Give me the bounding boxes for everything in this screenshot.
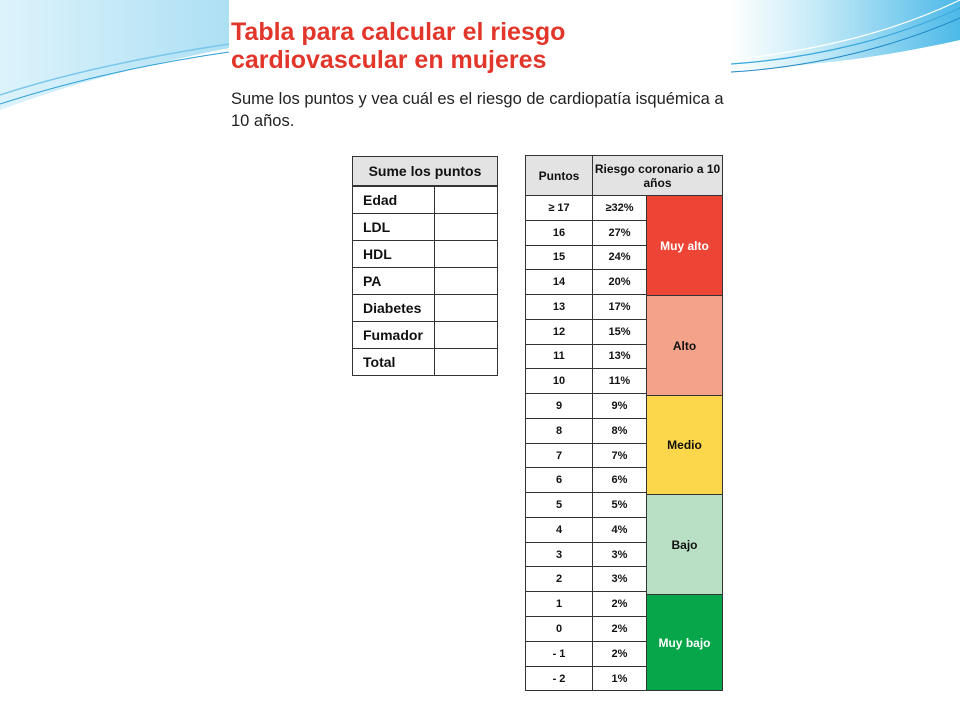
- header-risk: Riesgo coronario a 10 años: [594, 161, 721, 190]
- category-muy-alto: Muy alto: [647, 196, 722, 296]
- risk-row-percent: 8%: [593, 419, 647, 443]
- risk-row: [526, 295, 647, 320]
- risk-table: [525, 155, 723, 691]
- risk-row-points: 10: [526, 369, 593, 393]
- points-row: [353, 240, 497, 267]
- points-row-label: Total: [353, 349, 435, 375]
- points-row-value: [435, 241, 497, 267]
- risk-row: [526, 394, 647, 419]
- risk-row-points: 1: [526, 592, 593, 616]
- points-row-value: [435, 187, 497, 213]
- risk-row-points: 0: [526, 617, 593, 641]
- risk-rows: [526, 196, 647, 691]
- risk-row-percent: 27%: [593, 221, 647, 245]
- risk-row: [526, 270, 647, 295]
- risk-row-points: 4: [526, 518, 593, 542]
- category-alto: Alto: [647, 296, 722, 396]
- risk-row: [526, 221, 647, 246]
- risk-row-percent: 11%: [593, 369, 647, 393]
- points-row-label: HDL: [353, 241, 435, 267]
- page-title: Tabla para calcular el riesgo cardiovascular en mujeres: [231, 18, 566, 74]
- risk-row-points: 5: [526, 493, 593, 517]
- risk-row-percent: 3%: [593, 567, 647, 591]
- points-row-value: [435, 268, 497, 294]
- points-row-value: [435, 322, 497, 348]
- risk-row-percent: 24%: [593, 246, 647, 270]
- risk-row-percent: 15%: [593, 320, 647, 344]
- points-row-value: [435, 349, 497, 375]
- risk-row-points: ≥ 17: [526, 196, 593, 220]
- risk-row-percent: ≥32%: [593, 196, 647, 220]
- risk-row: [526, 543, 647, 568]
- risk-row-percent: 1%: [593, 667, 647, 692]
- risk-row-percent: 5%: [593, 493, 647, 517]
- points-row-label: Diabetes: [353, 295, 435, 321]
- points-row-value: [435, 295, 497, 321]
- risk-row: [526, 345, 647, 370]
- risk-row: [526, 468, 647, 493]
- risk-row-points: 7: [526, 444, 593, 468]
- risk-row-points: - 2: [526, 667, 593, 692]
- risk-row: [526, 419, 647, 444]
- category-medio: Medio: [647, 396, 722, 495]
- points-row-label: Edad: [353, 187, 435, 213]
- risk-row-percent: 4%: [593, 518, 647, 542]
- risk-row: [526, 493, 647, 518]
- risk-table-header: [526, 156, 722, 196]
- risk-row-points: 6: [526, 468, 593, 492]
- risk-row-percent: 13%: [593, 345, 647, 369]
- points-row: [353, 294, 497, 321]
- category-muy-bajo: Muy bajo: [647, 595, 722, 690]
- points-row: [353, 186, 497, 213]
- risk-row: [526, 369, 647, 394]
- risk-row: [526, 444, 647, 469]
- risk-row-points: 13: [526, 295, 593, 319]
- risk-row-points: 11: [526, 345, 593, 369]
- risk-row-percent: 2%: [593, 592, 647, 616]
- points-row: [353, 321, 497, 348]
- points-row: [353, 267, 497, 294]
- points-row: [353, 213, 497, 240]
- risk-row-percent: 6%: [593, 468, 647, 492]
- risk-row-points: 15: [526, 246, 593, 270]
- points-row-label: Fumador: [353, 322, 435, 348]
- risk-row-percent: 17%: [593, 295, 647, 319]
- risk-row: [526, 667, 647, 692]
- risk-row: [526, 196, 647, 221]
- risk-row-points: 9: [526, 394, 593, 418]
- risk-row: [526, 320, 647, 345]
- risk-row-points: 3: [526, 543, 593, 567]
- risk-row-percent: 2%: [593, 642, 647, 666]
- risk-row-percent: 3%: [593, 543, 647, 567]
- risk-row: [526, 592, 647, 617]
- points-row-label: PA: [353, 268, 435, 294]
- points-row-value: [435, 214, 497, 240]
- risk-row-points: 8: [526, 419, 593, 443]
- points-row-label: LDL: [353, 214, 435, 240]
- points-row: [353, 348, 497, 375]
- risk-row: [526, 246, 647, 271]
- risk-row-percent: 20%: [593, 270, 647, 294]
- risk-row-percent: 7%: [593, 444, 647, 468]
- risk-row-points: 14: [526, 270, 593, 294]
- risk-row-percent: 2%: [593, 617, 647, 641]
- risk-row-points: - 1: [526, 642, 593, 666]
- points-table: [352, 156, 498, 376]
- risk-row: [526, 518, 647, 543]
- risk-row: [526, 567, 647, 592]
- risk-row-points: 2: [526, 567, 593, 591]
- header-points: Puntos: [526, 156, 593, 195]
- subtitle: Sume los puntos y vea cuál es el riesgo de cardiopatía isquémica a 10 años.: [231, 90, 724, 130]
- points-table-header: Sume los puntos: [353, 157, 497, 186]
- risk-row-points: 16: [526, 221, 593, 245]
- category-bajo: Bajo: [647, 495, 722, 595]
- risk-row-percent: 9%: [593, 394, 647, 418]
- risk-row: [526, 617, 647, 642]
- risk-row: [526, 642, 647, 667]
- risk-row-points: 12: [526, 320, 593, 344]
